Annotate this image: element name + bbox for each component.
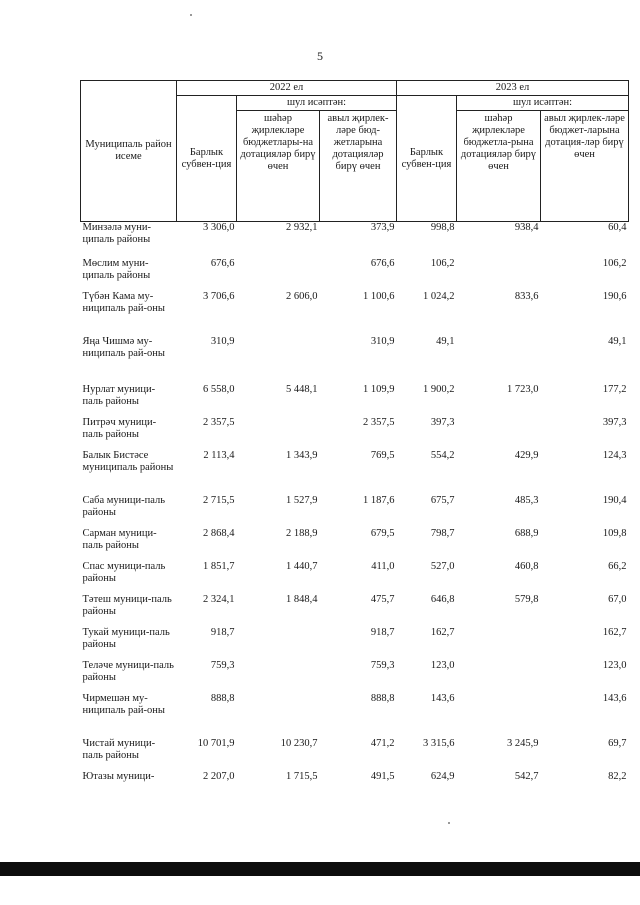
total-2023-cell: 49,1 bbox=[436, 335, 455, 347]
table-row bbox=[81, 627, 629, 660]
table-header bbox=[81, 81, 629, 222]
header-total-2022: Барлык субвен-ция bbox=[177, 96, 237, 222]
urban-2022-cell: 2 932,1 bbox=[286, 222, 318, 233]
rural-2023-cell: 67,0 bbox=[608, 593, 627, 605]
rural-2023-cell: 124,3 bbox=[602, 449, 627, 461]
urban-2022-cell bbox=[237, 660, 320, 693]
rural-2022-cell: 769,5 bbox=[370, 449, 395, 461]
urban-2023-cell: 3 245,9 bbox=[507, 737, 539, 749]
table-row bbox=[81, 222, 629, 258]
urban-2022-cell bbox=[237, 336, 320, 384]
table-row bbox=[81, 417, 629, 450]
table-row bbox=[81, 258, 629, 291]
rural-2023-cell: 397,3 bbox=[602, 416, 627, 428]
total-2023-cell: 3 315,6 bbox=[423, 737, 455, 749]
urban-2023-cell bbox=[457, 258, 541, 291]
total-2022-cell: 1 851,7 bbox=[203, 560, 235, 572]
total-2022-cell: 2 357,5 bbox=[203, 416, 235, 428]
table-row bbox=[81, 528, 629, 561]
rural-2023-cell: 69,7 bbox=[608, 737, 627, 749]
rural-2022-cell: 475,7 bbox=[370, 593, 395, 605]
urban-2022-cell: 5 448,1 bbox=[286, 383, 318, 395]
total-2022-cell: 310,9 bbox=[210, 335, 235, 347]
district-name-cell: Спас муници-паль районы bbox=[82, 560, 166, 584]
rural-2023-cell: 60,4 bbox=[608, 222, 627, 233]
table-row bbox=[81, 738, 629, 771]
rural-2022-cell: 471,2 bbox=[370, 737, 395, 749]
rural-2022-cell: 491,5 bbox=[370, 770, 395, 782]
header-urban-2023: шәһәр җирлекләре бюджетла-рына дотацияләр бирү өчен bbox=[457, 111, 541, 222]
table-row bbox=[81, 336, 629, 384]
urban-2022-cell: 1 440,7 bbox=[286, 560, 318, 572]
urban-2022-cell: 1 715,5 bbox=[286, 770, 318, 782]
rural-2022-cell: 373,9 bbox=[370, 222, 395, 233]
urban-2023-cell bbox=[457, 627, 541, 660]
urban-2023-cell: 485,3 bbox=[514, 494, 539, 506]
rural-2022-cell: 1 100,6 bbox=[363, 290, 395, 302]
total-2023-cell: 554,2 bbox=[430, 449, 455, 461]
page-number: 5 bbox=[317, 49, 323, 63]
table-row bbox=[81, 561, 629, 594]
urban-2023-cell: 833,6 bbox=[514, 290, 539, 302]
total-2022-cell: 2 113,4 bbox=[203, 449, 235, 461]
rural-2023-cell: 109,8 bbox=[602, 527, 627, 539]
urban-2023-cell: 579,8 bbox=[514, 593, 539, 605]
rural-2022-cell: 310,9 bbox=[370, 335, 395, 347]
header-including-2023: шул исәптән: bbox=[457, 96, 629, 111]
total-2023-cell: 527,0 bbox=[430, 560, 455, 572]
district-name-cell: Минзәлә муни-ципаль районы bbox=[82, 222, 152, 245]
total-2022-cell: 2 207,0 bbox=[203, 770, 235, 782]
urban-2023-cell: 688,9 bbox=[514, 527, 539, 539]
table-row bbox=[81, 594, 629, 627]
rural-2022-cell: 918,7 bbox=[370, 626, 395, 638]
urban-2023-cell bbox=[457, 660, 541, 693]
total-2022-cell: 10 701,9 bbox=[197, 737, 235, 749]
total-2022-cell: 3 306,0 bbox=[203, 222, 235, 233]
district-name-cell: Ютазы муници- bbox=[82, 770, 155, 782]
scan-speck bbox=[448, 822, 450, 824]
rural-2023-cell: 123,0 bbox=[602, 659, 627, 671]
district-name-cell: Сарман муници-паль районы bbox=[82, 527, 157, 551]
total-2023-cell: 1 024,2 bbox=[423, 290, 455, 302]
total-2022-cell: 888,8 bbox=[210, 692, 235, 704]
urban-2023-cell: 938,4 bbox=[514, 222, 539, 233]
subsidy-table bbox=[80, 80, 629, 795]
urban-2022-cell bbox=[237, 627, 320, 660]
rural-2023-cell: 66,2 bbox=[608, 560, 627, 572]
urban-2022-cell bbox=[237, 417, 320, 450]
urban-2022-cell: 10 230,7 bbox=[280, 737, 318, 749]
header-year-2022: 2022 ел bbox=[177, 81, 397, 96]
header-district-name: Муниципаль район исеме bbox=[81, 81, 177, 222]
total-2023-cell: 798,7 bbox=[430, 527, 455, 539]
district-name-cell: Чирмешән му-ниципаль рай-оны bbox=[82, 692, 165, 716]
urban-2023-cell: 429,9 bbox=[514, 449, 539, 461]
district-name-cell: Саба муници-паль районы bbox=[82, 494, 166, 518]
rural-2022-cell: 888,8 bbox=[370, 692, 395, 704]
header-year-2023: 2023 ел bbox=[397, 81, 629, 96]
total-2023-cell: 624,9 bbox=[430, 770, 455, 782]
urban-2022-cell: 1 848,4 bbox=[286, 593, 318, 605]
rural-2023-cell: 190,4 bbox=[602, 494, 627, 506]
total-2023-cell: 1 900,2 bbox=[423, 383, 455, 395]
rural-2023-cell: 106,2 bbox=[602, 257, 627, 269]
table-row bbox=[81, 693, 629, 738]
total-2022-cell: 6 558,0 bbox=[203, 383, 235, 395]
header-urban-2022: шәһәр җирлекләре бюджетлары-на дотацияләр бирү өчен bbox=[237, 111, 320, 222]
table-row bbox=[81, 495, 629, 528]
total-2023-cell: 397,3 bbox=[430, 416, 455, 428]
table-row bbox=[81, 660, 629, 693]
district-name-cell: Балык Бистәсе муниципаль районы bbox=[82, 449, 174, 473]
rural-2023-cell: 177,2 bbox=[602, 383, 627, 395]
urban-2022-cell: 1 343,9 bbox=[286, 449, 318, 461]
header-including-2022: шул исәптән: bbox=[237, 96, 397, 111]
header-rural-2022: авыл җирлек-ләре бюд-жетларына дотацияләр бирү өчен bbox=[320, 111, 397, 222]
total-2022-cell: 2 868,4 bbox=[203, 527, 235, 539]
urban-2022-cell: 2 606,0 bbox=[286, 290, 318, 302]
district-name-cell: Яңа Чишмә му-ниципаль рай-оны bbox=[82, 335, 165, 359]
total-2023-cell: 675,7 bbox=[430, 494, 455, 506]
total-2022-cell: 3 706,6 bbox=[203, 290, 235, 302]
table-body bbox=[81, 222, 629, 795]
rural-2022-cell: 676,6 bbox=[370, 257, 395, 269]
district-name-cell: Түбән Кама му-ниципаль рай-оны bbox=[82, 290, 165, 314]
district-name-cell: Нурлат муници-паль районы bbox=[82, 383, 156, 407]
urban-2022-cell bbox=[237, 258, 320, 291]
district-name-cell: Чистай муници-паль районы bbox=[82, 737, 156, 761]
table-row bbox=[81, 771, 629, 795]
total-2022-cell: 676,6 bbox=[210, 257, 235, 269]
district-name-cell: Питрәч муници-паль районы bbox=[82, 416, 157, 440]
total-2022-cell: 918,7 bbox=[210, 626, 235, 638]
total-2023-cell: 106,2 bbox=[430, 257, 455, 269]
total-2022-cell: 2 324,1 bbox=[203, 593, 235, 605]
district-name-cell: Теләче муници-паль районы bbox=[82, 659, 174, 683]
rural-2023-cell: 143,6 bbox=[602, 692, 627, 704]
rural-2022-cell: 411,0 bbox=[371, 560, 395, 572]
rural-2022-cell: 1 109,9 bbox=[363, 383, 395, 395]
urban-2023-cell: 1 723,0 bbox=[507, 383, 539, 395]
rural-2023-cell: 162,7 bbox=[602, 626, 627, 638]
district-name-cell: Тәтеш муници-паль районы bbox=[82, 593, 172, 617]
total-2023-cell: 143,6 bbox=[430, 692, 455, 704]
table-row bbox=[81, 450, 629, 495]
total-2023-cell: 162,7 bbox=[430, 626, 455, 638]
total-2022-cell: 2 715,5 bbox=[203, 494, 235, 506]
scan-edge-bar bbox=[0, 862, 640, 876]
rural-2022-cell: 759,3 bbox=[370, 659, 395, 671]
urban-2022-cell: 2 188,9 bbox=[286, 527, 318, 539]
district-name-cell: Тукай муници-паль районы bbox=[82, 626, 170, 650]
header-total-2023: Барлык субвен-ция bbox=[397, 96, 457, 222]
rural-2022-cell: 1 187,6 bbox=[363, 494, 395, 506]
urban-2023-cell bbox=[457, 417, 541, 450]
rural-2023-cell: 82,2 bbox=[608, 770, 627, 782]
header-rural-2023: авыл җирлек-ләре бюджет-ларына дотация-ләр бирү өчен bbox=[541, 111, 629, 222]
urban-2023-cell bbox=[457, 693, 541, 738]
total-2022-cell: 759,3 bbox=[210, 659, 235, 671]
urban-2022-cell bbox=[237, 693, 320, 738]
rural-2023-cell: 49,1 bbox=[608, 335, 627, 347]
scan-speck bbox=[190, 14, 192, 16]
total-2023-cell: 123,0 bbox=[430, 659, 455, 671]
total-2023-cell: 998,8 bbox=[430, 222, 455, 233]
total-2023-cell: 646,8 bbox=[430, 593, 455, 605]
district-name-cell: Мөслим муни-ципаль районы bbox=[82, 257, 151, 281]
urban-2023-cell: 542,7 bbox=[514, 770, 539, 782]
rural-2022-cell: 2 357,5 bbox=[363, 416, 395, 428]
rural-2022-cell: 679,5 bbox=[370, 527, 395, 539]
urban-2023-cell: 460,8 bbox=[514, 560, 539, 572]
rural-2023-cell: 190,6 bbox=[602, 290, 627, 302]
table-row bbox=[81, 384, 629, 417]
urban-2022-cell: 1 527,9 bbox=[286, 494, 318, 506]
urban-2023-cell bbox=[457, 336, 541, 384]
table-row bbox=[81, 291, 629, 336]
